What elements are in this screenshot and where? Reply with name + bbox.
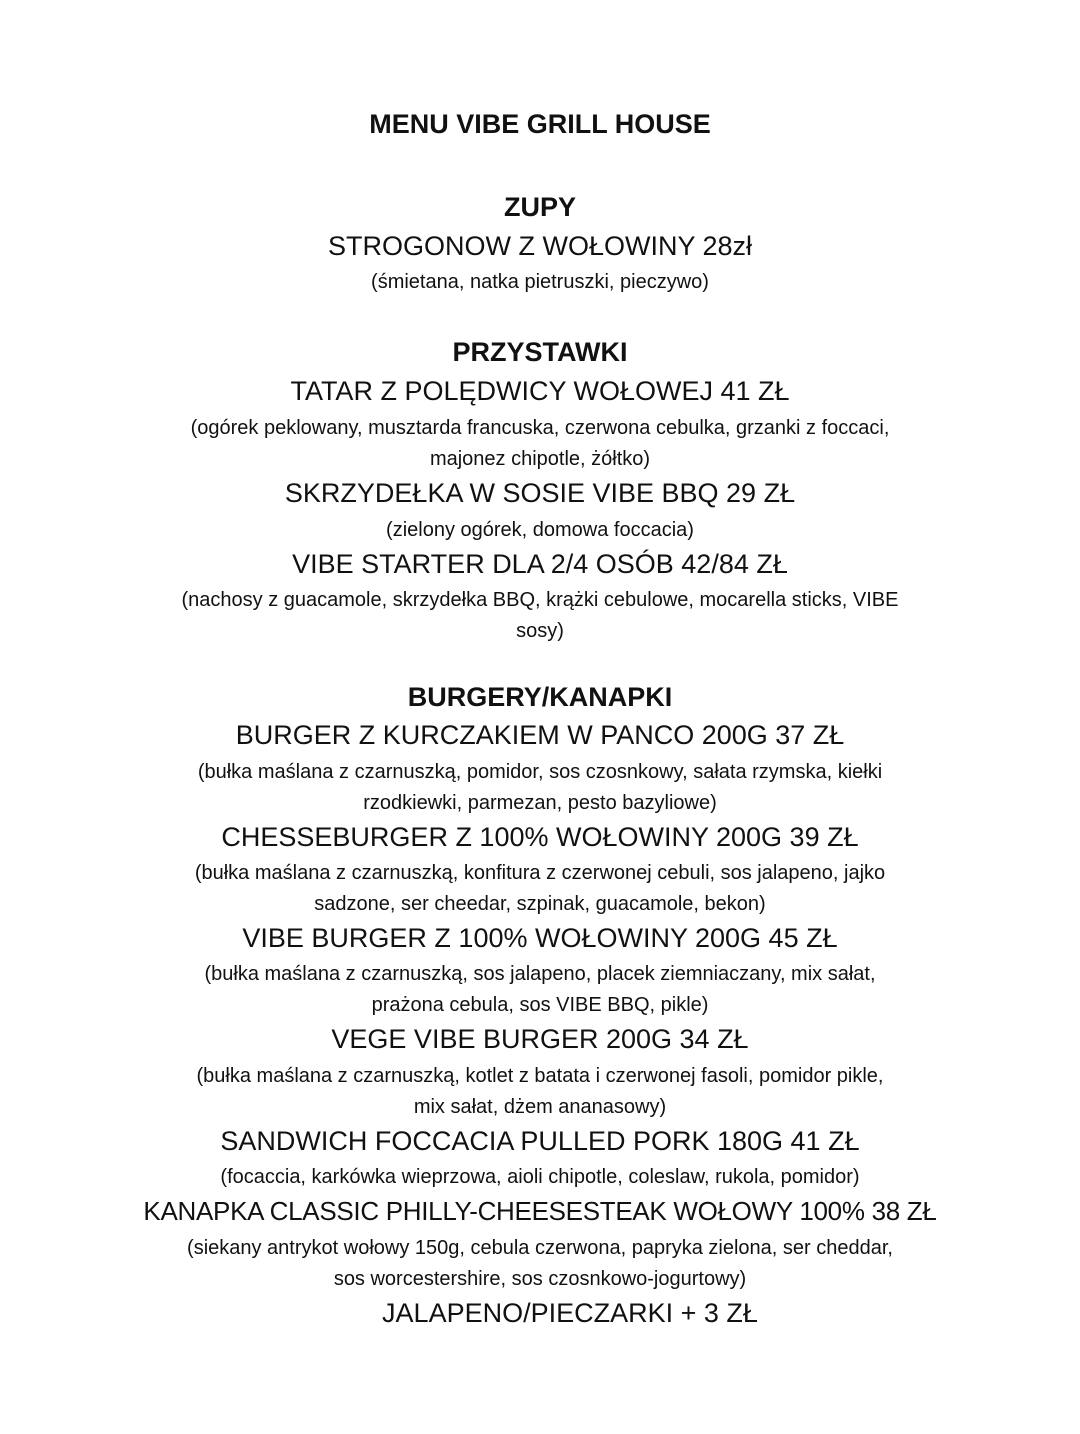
menu-item-description: prażona cebula, sos VIBE BBQ, pikle)	[371, 994, 709, 1016]
section-heading-przystawki: PRZYSTAWKI	[452, 337, 628, 367]
menu-item-name: BURGER Z KURCZAKIEM W PANCO 200G 37 ZŁ	[235, 720, 845, 750]
menu-item-name: KANAPKA CLASSIC PHILLY-CHEESESTEAK WOŁOWY 100% 38 ZŁ	[143, 1196, 937, 1226]
menu-item-description: (bułka maślana z czarnuszką, konfitura z czerwonej cebuli, sos jalapeno, jajko	[194, 862, 886, 884]
menu-item-name: VIBE STARTER DLA 2/4 OSÓB 42/84 ZŁ	[292, 549, 788, 579]
menu-item-description: (zielony ogórek, domowa foccacia)	[386, 519, 694, 541]
menu-item-description: (nachosy z guacamole, skrzydełka BBQ, krążki cebulowe, mocarella sticks, VIBE	[181, 589, 899, 611]
menu-item-name: VIBE BURGER Z 100% WOŁOWINY 200G 45 ZŁ	[242, 923, 838, 953]
menu-item-description: sadzone, ser cheedar, szpinak, guacamole, bekon)	[314, 893, 766, 915]
menu-item-description: (bułka maślana z czarnuszką, sos jalapeno, placek ziemniaczany, mix sałat,	[204, 963, 876, 985]
menu-item-description: majonez chipotle, żółtko)	[429, 448, 651, 470]
menu-item-description: (bułka maślana z czarnuszką, pomidor, sos czosnkowy, sałata rzymska, kiełki	[197, 761, 883, 783]
menu-item-description: (bułka maślana z czarnuszką, kotlet z batata i czerwonej fasoli, pomidor pikle,	[196, 1065, 884, 1087]
menu-item-description: (siekany antrykot wołowy 150g, cebula czerwona, papryka zielona, ser cheddar,	[187, 1237, 893, 1259]
menu-item-name: STROGONOW Z WOŁOWINY 28zł	[327, 231, 753, 261]
menu-item-description: (śmietana, natka pietruszki, pieczywo)	[371, 271, 709, 293]
menu-item-name: CHESSEBURGER Z 100% WOŁOWINY 200G 39 ZŁ	[221, 822, 859, 852]
menu-title: MENU VIBE GRILL HOUSE	[369, 109, 711, 139]
menu-item-description: sos worcestershire, sos czosnkowo-jogurtowy)	[333, 1268, 747, 1290]
menu-item-description: rzodkiewki, parmezan, pesto bazyliowe)	[363, 792, 717, 814]
menu-item-description: mix sałat, dżem ananasowy)	[413, 1096, 667, 1118]
menu-item-description: sosy)	[516, 620, 564, 642]
section-heading-burgery-kanapki: BURGERY/KANAPKI	[407, 682, 673, 712]
section-heading-zupy: ZUPY	[503, 192, 576, 222]
menu-addon: JALAPENO/PIECZARKI + 3 ZŁ	[382, 1298, 758, 1328]
menu-item-description: (focaccia, karkówka wieprzowa, aioli chipotle, coleslaw, rukola, pomidor)	[220, 1166, 860, 1188]
menu-item-name: TATAR Z POLĘDWICY WOŁOWEJ 41 ZŁ	[290, 376, 790, 406]
menu-item-name: VEGE VIBE BURGER 200G 34 ZŁ	[331, 1024, 749, 1054]
menu-item-description: (ogórek peklowany, musztarda francuska, czerwona cebulka, grzanki z foccaci,	[190, 417, 890, 439]
menu-item-name: SANDWICH FOCCACIA PULLED PORK 180G 41 ZŁ	[220, 1126, 860, 1156]
menu-item-name: SKRZYDEŁKA W SOSIE VIBE BBQ 29 ZŁ	[284, 478, 796, 508]
